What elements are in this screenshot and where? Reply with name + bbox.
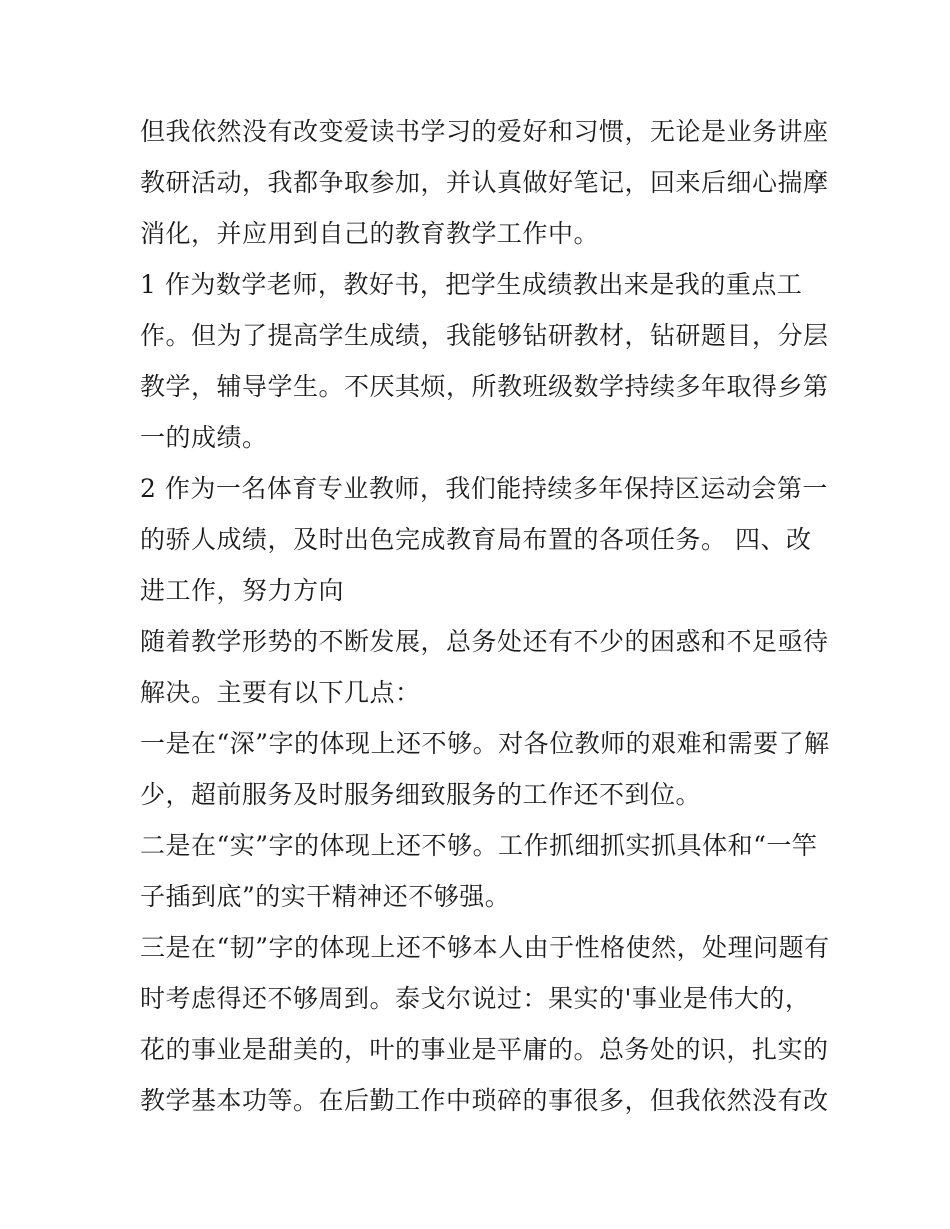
text-line: 但我依然没有改变爱读书学习的爱好和习惯，无论是业务讲座	[140, 117, 829, 146]
text-line: 进工作，努力方向	[140, 576, 345, 605]
text-line: 少，超前服务及时服务细致服务的工作还不到位。	[140, 780, 702, 809]
text-line: 1 作为数学老师，教好书，把学生成绩教出来是我的重点工	[140, 270, 803, 299]
text-line: 教研活动，我都争取参加，并认真做好笔记，回来后细心揣摩	[140, 168, 829, 197]
text-line: 子插到底”的实干精神还不够强。	[140, 882, 511, 911]
text-line: 2 作为一名体育专业教师，我们能持续多年保持区运动会第一	[140, 474, 828, 503]
text-line: 随着教学形势的不断发展，总务处还有不少的困惑和不足亟待	[140, 627, 829, 656]
document-body	[140, 106, 830, 1126]
text-line: 一的成绩。	[140, 423, 268, 452]
text-line: 二是在“实”字的体现上还不够。工作抓细抓实抓具体和“一竿	[140, 831, 818, 860]
text-line: 消化，并应用到自己的教育教学工作中。	[140, 219, 600, 248]
text-line: 作。但为了提高学生成绩，我能够钻研教材，钻研题目，分层	[140, 321, 829, 350]
text-line: 花的事业是甜美的，叶的事业是平庸的。总务处的识，扎实的	[140, 1035, 829, 1064]
text-line: 解决。主要有以下几点：	[140, 678, 421, 707]
text-line: 时考虑得还不够周到。泰戈尔说过：果实的'事业是伟大的，	[140, 984, 811, 1013]
text-line: 三是在“韧”字的体现上还不够本人由于性格使然，处理问题有	[140, 933, 830, 962]
text-line: 的骄人成绩，及时出色完成教育局布置的各项任务。 四、改	[140, 525, 812, 554]
text-line: 教学基本功等。在后勤工作中琐碎的事很多，但我依然没有改	[140, 1086, 829, 1115]
text-line: 一是在“深”字的体现上还不够。对各位教师的艰难和需要了解	[140, 729, 830, 758]
text-line: 教学，辅导学生。不厌其烦，所教班级数学持续多年取得乡第	[140, 372, 829, 401]
